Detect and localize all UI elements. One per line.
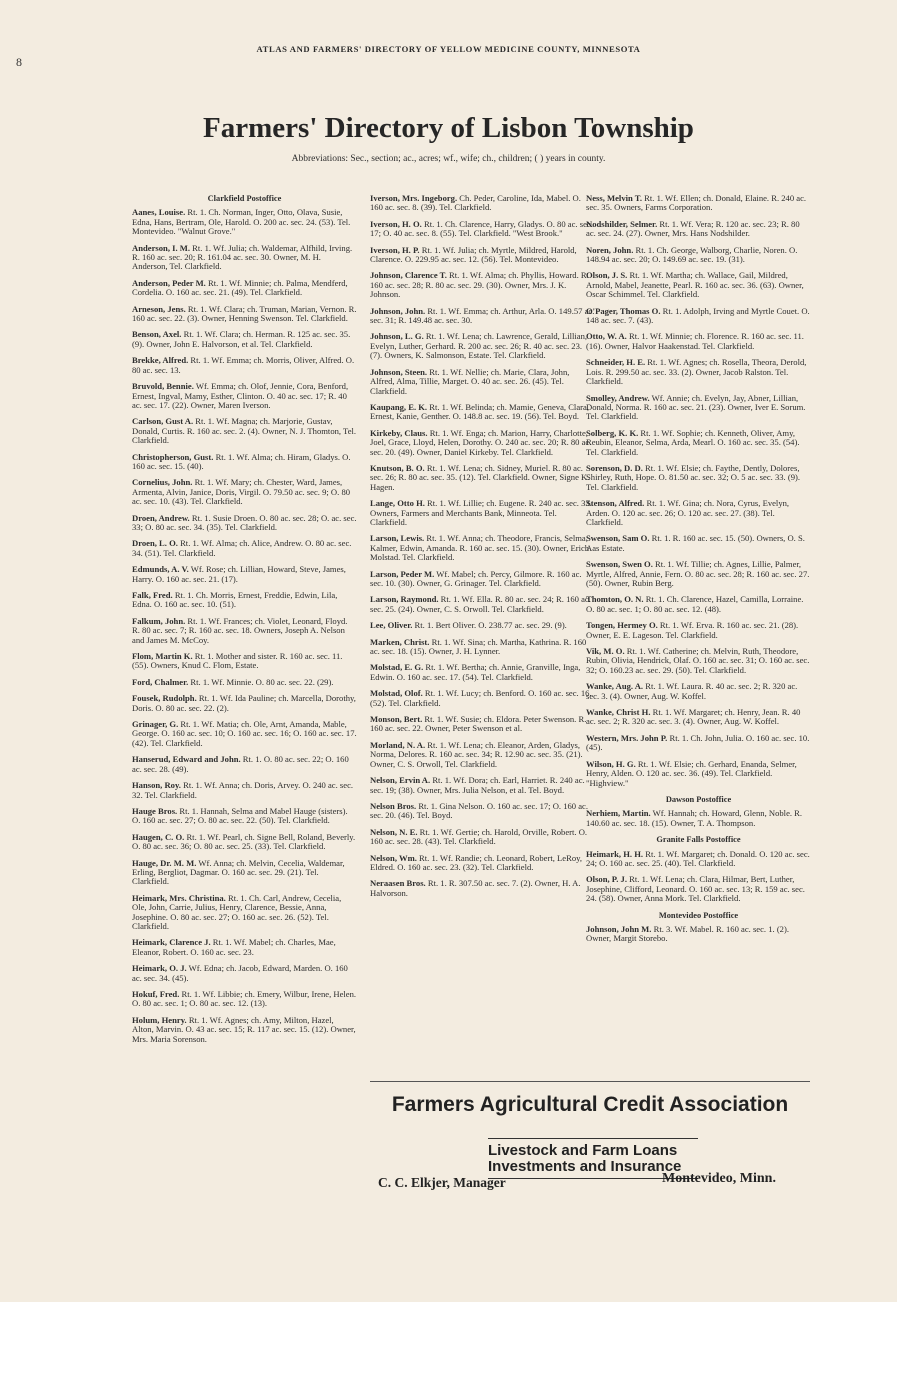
farmer-name: Morland, N. A. — [370, 739, 426, 750]
farmer-details: Rt. 1. Wf. Sina; ch. Martha, Kathrina. R. 160 ac. sec. 18. (15). Owner, J. H. Lynner. — [370, 636, 587, 657]
farmer-details: Wf. Anna; ch. Melvin, Cecelia, Waldemar, Erling, Bergliot, Dagmar. O. 160 ac. sec. 29. (21). Tel. Clarkfield. — [132, 857, 345, 887]
farmer-details: Rt. 1. Wf. Clara; ch. Herman. R. 125 ac. sec. 35. (9). Owner, John E. Halvorson, et al. Tel. Clarkfield. — [132, 329, 351, 349]
farmer-name: Schneider, H. E. — [586, 357, 646, 368]
farmer-name: Otto, W. A. — [586, 331, 627, 342]
farmer-details: Wf. Hannah; ch. Howard, Glenn, Noble. R. 140.60 ac. sec. 18. (15). Owner, T. A. Thompson. — [586, 808, 803, 828]
farmer-details: Rt. 1. Wf. Anna; ch. Doris, Arvey. O. 240 ac. sec. 32. Tel. Clarkfield. — [132, 780, 354, 800]
farmer-name: Vik, M. O. — [586, 646, 625, 657]
directory-entry — [370, 464, 595, 492]
directory-entry — [132, 938, 357, 957]
farmer-name: Grinager, G. — [132, 719, 179, 730]
directory-entry — [586, 246, 811, 265]
farmer-details: Rt. 1. Wf. Minnie; ch. Palma, Mendferd, Cordelia. O. 160 ac. sec. 21. (49). Tel. Clarkfield. — [132, 277, 348, 298]
farmer-name: Larson, Peder M. — [370, 568, 435, 579]
directory-entry — [370, 689, 595, 708]
directory-entry — [586, 682, 811, 701]
farmer-details: Rt. 1. Wf. Catherine; ch. Melvin, Ruth, Theodore, Rubin, Olivia, Hendrick, Olaf. O. 160 ac. sec. 31; O. 160 ac. sec. 32; O. 160.23 ac. sec. 29. (50). Tel. Clarkfield. — [586, 646, 810, 675]
directory-entry — [586, 850, 811, 869]
farmer-name: Olson, J. S. — [586, 270, 628, 281]
farmer-details: Rt. 1. Wf. Nellie; ch. Marie, Clara, John, Alfred, Alma, Tillie, Marget. O. 40 ac. sec. 26. (45). Tel. Clarkfield. — [370, 366, 570, 396]
directory-entry — [132, 694, 357, 713]
farmer-name: Nodshilder, Selmer. — [586, 218, 658, 229]
farmer-name: Lee, Oliver. — [370, 620, 413, 631]
farmer-name: Smolley, Andrew. — [586, 392, 650, 403]
farmer-details: Rt. 1. Wf. Libbie; ch. Emery, Wilbur, Irene, Helen. O. 80 ac. sec. 1; O. 80 ac. sec. 12. (13). — [132, 989, 357, 1009]
farmer-details: Rt. 1. Wf. Gina; ch. Nora, Cyrus, Evelyn, Arden. O. 120 ac. sec. 26; O. 120 ac. sec. 27. (38). Tel. Clarkfield. — [586, 498, 790, 527]
directory-entry — [132, 859, 357, 887]
farmer-name: Carlson, Gust A. — [132, 416, 194, 427]
farmer-name: Larson, Raymond. — [370, 594, 439, 605]
directory-entry — [370, 499, 595, 527]
farmer-details: Rt. 1. Wf. Alma; ch. Hiram, Gladys. O. 160 ac. sec. 15. (40). — [132, 451, 351, 471]
directory-entry — [370, 638, 595, 657]
farmer-name: Swenson, Sam O. — [586, 533, 650, 544]
farmer-details: Rt. 1. Wf. Alma; ch. Alice, Andrew. O. 80 ac. sec. 34. (51). Tel. Clarkfield. — [132, 538, 352, 558]
directory-entry — [370, 403, 595, 422]
farmer-details: Rt. 1. Wf. Margaret; ch. Henry, Jean. R. 40 ac. sec. 2; R. 320 ac. sec. 3. (4). Owner, Aug. W. Koffel. — [586, 707, 801, 727]
farmer-name: Noren, John. — [586, 244, 634, 255]
directory-entry — [586, 621, 811, 640]
abbreviations-note: Abbreviations: Sec., section; ac., acres; wf., wife; ch., children; ( ) years in county. — [291, 154, 606, 164]
directory-entry — [132, 990, 357, 1009]
postoffice-heading: Dawson Postoffice — [665, 794, 732, 804]
directory-column-3 — [586, 194, 811, 951]
farmer-name: Kirkeby, Claus. — [370, 427, 428, 438]
farmer-details: Rt. 1. Wf. Agnes; ch. Rosella, Theora, Derold, Lois. R. 299.50 ac. sec. 33. (2). Owner, Jacob Ralston. Tel. Clarkfield. — [586, 357, 807, 387]
farmer-name: Ness, Melvin T. — [586, 193, 643, 203]
directory-entry — [132, 617, 357, 645]
farmer-details: Rt. 1. Wf. Laura. R. 40 ac. sec. 2; R. 320 ac. sec. 3. (4). Owner, Aug. W. Koffel. — [586, 681, 798, 701]
farmer-details: Rt. 1. R. 160 ac. sec. 15. (50). Owners, O. S. Aas Estate. — [586, 533, 805, 553]
farmer-name: Edmunds, A. V. — [132, 564, 189, 575]
farmer-name: Heimark, Mrs. Christina. — [132, 892, 226, 903]
farmer-details: Rt. 1. Wf. Mary; ch. Chester, Ward, James, Armenta, Alvin, Janice, Doris, Virgil. O. 79.50 ac. sec. 9; O. 80 ac. sec. 10. (43). Tel. Clarkfield. — [132, 477, 351, 507]
farmer-details: Wf. Mabel; ch. Percy, Gilmore. R. 160 ac. sec. 10. (30). Owner, G. Grinager. Tel. Clarkfield. — [370, 568, 582, 588]
directory-entry — [370, 332, 595, 360]
farmer-details: Rt. 1. Ch. John, Julia. O. 160 ac. sec. 10. (45). — [586, 732, 810, 753]
farmer-name: Hauge Bros. — [132, 805, 178, 816]
farmer-name: Fousek, Rudolph. — [132, 693, 197, 704]
directory-entry — [370, 271, 595, 299]
farmer-details: Rt. 1. Wf. Lena; ch. Sidney, Muriel. R. 80 ac. sec. 26; R. 80 ac. sec. 35. (12). Tel. Clarkfield. Owner, Signe K. Hagen. — [370, 462, 590, 492]
farmer-details: Rt. 1. Wf. Randie; ch. Leonard, Robert, LeRoy, Eldred. O. 160 ac. sec. 23. (32). Tel. Clarkfield. — [370, 852, 583, 872]
farmer-details: Rt. 1. Wf. Matia; ch. Ole, Arnt, Amanda, Mable, George. O. 160 ac. sec. 10; O. 160 ac. sec. 16; O. 160 ac. sec. 17. (42). Tel. Clarkfield. — [132, 719, 357, 748]
farmer-details: Rt. 1. Wf. Agnes; ch. Amy, Milton, Hazel, Alton, Marvin. O. 43 ac. sec. 15; R. 117 ac. sec. 15. (12). Owner, Mrs. Maria Sorenson. — [132, 1014, 356, 1044]
directory-entry — [132, 964, 357, 983]
ad-city: Montevideo, Minn. — [662, 1171, 776, 1186]
directory-entry — [370, 776, 595, 795]
directory-entry — [370, 194, 595, 213]
directory-entry — [132, 244, 357, 272]
farmer-details: Rt. 1. Wf. Elsie; ch. Gerhard, Enanda, Selmer, Henry, Alden. O. 120 ac. sec. 36. (49). Tel. Clarkfield. "Highview." — [586, 758, 797, 788]
directory-entry — [132, 208, 357, 236]
farmer-name: Monson, Bert. — [370, 714, 423, 725]
farmer-name: Nelson, N. E. — [370, 826, 418, 837]
directory-entry — [586, 464, 811, 492]
directory-entry — [370, 429, 595, 457]
farmer-name: Heimark, O. J. — [132, 963, 187, 974]
farmer-details: Rt. 1. Wf. Pearl, ch. Signe Bell, Roland, Beverly. O. 80 ac. sec. 36; O. 80 ac. sec. 25. (33). Tel. Clarkfield. — [132, 831, 356, 852]
farmer-details: Rt. 1. Adolph, Irving and Myrtle Couet. O. 148 ac. sec. 7. (43). — [586, 305, 810, 326]
directory-entry — [586, 734, 811, 753]
farmer-name: Wilson, H. G. — [586, 758, 636, 769]
farmer-name: Iverson, H. O. — [370, 218, 422, 229]
farmer-name: Flom, Martin K. — [132, 651, 193, 662]
farmer-details: Rt. 1. Wf. Enga; ch. Marion, Harry, Charlotte, Joel, Grace, Lloyd, Helen, Dorothy. O. 240 ac. sec. 20; R. 80 ac. sec. 20. (49). Owner, Daniel Kirkeby. Tel. Clarkfield. — [370, 427, 592, 457]
directory-entry — [132, 539, 357, 558]
farmer-name: Solberg, K. K. — [586, 427, 639, 438]
directory-entry — [370, 741, 595, 769]
farmer-name: Anderson, Peder M. — [132, 277, 206, 288]
directory-entry — [132, 453, 357, 472]
page-number: 8 — [16, 55, 22, 69]
farmer-name: Droen, Andrew. — [132, 512, 190, 523]
directory-entry — [586, 332, 811, 351]
farmer-name: Hanson, Roy. — [132, 780, 181, 791]
farmer-details: Rt. 1. Mother and sister. R. 160 ac. sec. 11. (55). Owners, Knud C. Flom, Estate. — [132, 651, 343, 671]
directory-column-2 — [370, 194, 595, 905]
farmer-name: Nelson, Wm. — [370, 852, 417, 863]
directory-entry — [370, 570, 595, 589]
directory-entry — [370, 246, 595, 265]
farmer-name: Neraasen Bros. — [370, 878, 426, 889]
directory-entry — [586, 194, 811, 213]
farmer-details: Rt. 1. Wf. Mabel; ch. Charles, Mae, Eleanor, Robert. O. 160 ac. sec. 23. — [132, 937, 336, 957]
ad-divider — [370, 1081, 810, 1082]
directory-entry — [132, 305, 357, 324]
directory-entry — [586, 595, 811, 614]
postoffice-heading: Montevideo Postoffice — [658, 910, 739, 920]
farmer-name: Hauge, Dr. M. M. — [132, 857, 197, 868]
directory-entry — [586, 560, 811, 588]
directory-entry — [132, 356, 357, 375]
directory-entry — [370, 828, 595, 847]
farmer-name: Falk, Fred. — [132, 590, 173, 600]
farmer-name: Larson, Lewis. — [370, 533, 425, 544]
farmer-details: Rt. 1. Wf. Ida Pauline; ch. Marcella, Dorothy, Doris. O. 80 ac. sec. 22. (2). — [132, 693, 356, 713]
farmer-details: Wf. Edna; ch. Jacob, Edward, Marden. O. 160 ac. sec. 34. (45). — [132, 963, 348, 983]
directory-entry — [132, 833, 357, 852]
farmer-details: Wf. Annie; ch. Evelyn, Jay, Abner, Lillian, Donald, Norma. R. 160 ac. sec. 21. (23). Owner, Iver E. Sorum. Tel. Clarkfield. — [586, 392, 806, 422]
directory-entry — [586, 307, 811, 326]
directory-entry — [132, 382, 357, 410]
directory-entry — [132, 1016, 357, 1044]
farmer-name: Molstad, Olof. — [370, 688, 423, 699]
farmer-details: Rt. 1. Wf. Gertie; ch. Harold, Orville, Robert. O. 160 ac. sec. 28. (43). Tel. Clarkfield. — [370, 826, 588, 847]
farmer-name: Anderson, I. M. — [132, 242, 191, 253]
farmer-name: Heimark, Clarence J. — [132, 937, 211, 948]
directory-entry — [132, 565, 357, 584]
farmer-name: Nelson, Ervin A. — [370, 775, 431, 786]
farmer-name: Bruvold, Bennie. — [132, 381, 194, 392]
farmer-details: Rt. 1. R. 307.50 ac. sec. 7. (2). Owner, H. A. Halvorson. — [370, 878, 581, 898]
farmer-name: Johnson, Steen. — [370, 366, 428, 377]
farmer-details: Rt. 1. Bert Oliver. O. 238.77 ac. sec. 29. (9). — [412, 620, 567, 631]
farmer-name: Olson, P. J. — [586, 874, 627, 885]
farmer-details: Rt. 1. Wf. Lena; ch. Clara, Hilmar, Bert, Luther, Josephine, Clifford, Leonard. O. 160 ac. sec. 13; R. 159 ac. sec. 24. (58). Owner, Anna Mork. Tel. Clarkfield. — [586, 874, 805, 904]
farmer-name: Ford, Chalmer. — [132, 676, 189, 687]
farmer-details: Rt. 1. Ch. Morris, Ernest, Freddie, Edwin, Lila, Edna. O. 160 ac. sec. 10. (51). — [132, 590, 338, 610]
farmer-details: Rt. 1. O. 80 ac. sec. 22; O. 160 ac. sec. 28. (49). — [132, 754, 349, 774]
directory-entry — [370, 663, 595, 682]
directory-entry — [370, 715, 595, 734]
directory-entry — [370, 802, 595, 821]
directory-entry — [132, 720, 357, 748]
farmer-details: Rt. 1. Wf. Anna; ch. Theodore, Francis, Selma, Kalmer, Edwin, Amanda. R. 160 ac. sec. 15. (30). Owner, Erich Molstad. Tel. Clarkfield. — [370, 533, 590, 563]
farmer-details: Rt. 1. Wf. Minnie. O. 80 ac. sec. 22. (29). — [188, 676, 334, 687]
farmer-name: O'Pager, Thomas O. — [586, 305, 661, 316]
farmer-name: Iverson, H. P. — [370, 244, 420, 255]
farmer-name: Falkum, John. — [132, 615, 186, 626]
farmer-name: Haugen, C. O. — [132, 831, 185, 842]
farmer-details: Wf. Rose; ch. Lillian, Howard, Steve, James, Harry. O. 160 ac. sec. 21. (17). — [132, 564, 346, 584]
farmer-details: Rt. 1. Wf. Minnie; ch. Florence. R. 160 ac. sec. 11. (16). Owner, Halvor Haakenstad. Tel. Clarkfield. — [586, 331, 804, 351]
directory-entry — [132, 678, 357, 687]
directory-entry — [370, 879, 595, 898]
directory-entry — [132, 279, 357, 298]
directory-entry — [132, 781, 357, 800]
farmer-details: Rt. 1. Ch. Carl, Andrew, Cecelia, Ole, John, Carrie, Julius, Henry, Clarence, Bessie, Anna, Josephine. O. 80 ac. sec. 27; O. 160 ac. sec. 26. (52). Tel. Clarkfield. — [132, 892, 342, 931]
farmer-details: Rt. 1. Wf. Bertha; ch. Annie, Granville, Inga, Edwin. O. 160 ac. sec. 17. (54). Tel. Clarkfield. — [370, 662, 581, 682]
farmer-name: Brekke, Alfred. — [132, 355, 189, 366]
farmer-name: Benson, Axel. — [132, 329, 182, 340]
farmer-name: Molstad, E. G. — [370, 662, 424, 673]
farmer-details: Rt. 1. Wf. Margaret; ch. Donald. O. 120 ac. sec. 24; O. 160 ac. sec. 25. (40). Tel. Clarkfield. — [586, 848, 810, 868]
directory-entry — [586, 358, 811, 386]
farmer-details: Rt. 1. Wf. Julia; ch. Waldemar, Alfhild, Irving. R. 160 ac. sec. 20; R. 161.04 ac. sec. 30. Owner, M. H. Anderson, Tel. Clarkfield. — [132, 242, 353, 272]
directory-column-1 — [132, 194, 357, 1051]
farmer-name: Droen, L. O. — [132, 538, 178, 549]
farmer-details: Wf. Emma; ch. Olof, Jennie, Cora, Benford, Ernest, Ingval, Mamy, Esther, Clinton. O. 40 ac. sec. 17; R. 40 ac. sec. 17. (22). Owner, Maren Iverson. — [132, 381, 349, 410]
directory-entry — [586, 875, 811, 903]
farmer-details: Rt. 1. Wf. Elsie; ch. Faythe, Dently, Dolores, Shirley, Ruth, Hope. O. 81.50 ac. sec. 32; O. 5 ac. sec. 33. (9). Tel. Clarkfield. — [586, 462, 800, 492]
farmer-name: Cornelius, John. — [132, 477, 193, 488]
directory-entry — [370, 220, 595, 239]
farmer-name: Heimark, H. H. — [586, 848, 644, 859]
farmer-name: Tongen, Hermey O. — [586, 620, 658, 631]
farmer-details: Rt. 1. Ch. Clarence, Harry, Gladys. O. 80 ac. sec. 17; O. 40 ac. sec. 8. (55). Tel. Clarkfield. "West Brook." — [370, 218, 593, 239]
farmer-name: Iverson, Mrs. Ingeborg. — [370, 193, 458, 203]
directory-entry — [586, 534, 811, 553]
farmer-name: Johnson, Clarence T. — [370, 270, 447, 281]
running-header: ATLAS AND FARMERS' DIRECTORY OF YELLOW MEDICINE COUNTY, MINNESOTA — [256, 44, 641, 54]
page-title: Farmers' Directory of Lisbon Township — [203, 112, 694, 144]
farmer-details: Rt. 1. Hannah, Selma and Mabel Hauge (sisters). O. 160 ac. sec. 27; O. 80 ac. sec. 22. (50). Tel. Clarkfield. — [132, 805, 348, 826]
farmer-details: Rt. 1. Wf. Sophie; ch. Kenneth, Oliver, Amy, Reubin, Eleanor, Selma, Arda, Mearl. O. 160 ac. sec. 35. (54). Tel. Clarkfield. — [586, 427, 800, 457]
farmer-details: Rt. 1. Wf. Lena; ch. Lawrence, Gerald, Lillian, Evelyn, Luther, Gerhard. R. 200 ac. sec. 26; R. 40 ac. sec. 23. (7). Owners, K. Salmonson, Estate. Tel. Clarkfield. — [370, 331, 588, 361]
farmer-name: Aanes, Louise. — [132, 207, 186, 218]
farmer-name: Lange, Otto H. — [370, 498, 425, 509]
directory-entry — [586, 394, 811, 422]
farmer-name: Hanserud, Edward and John. — [132, 754, 241, 765]
farmer-name: Wanke, Christ H. — [586, 707, 651, 718]
farmer-name: Wanke, Aug. A. — [586, 681, 644, 692]
farmer-name: Stenson, Alfred. — [586, 498, 645, 509]
farmer-name: Hokuf, Fred. — [132, 989, 180, 999]
farmer-name: Knutson, B. O. — [370, 462, 425, 473]
farmer-details: Rt. 1. Wf. Julia; ch. Myrtle, Mildred, Harold, Clarence. O. 229.95 ac. sec. 12. (56). Tel. Montevideo. — [370, 244, 577, 265]
ad-title: Farmers Agricultural Credit Association — [391, 1093, 789, 1116]
directory-entry — [586, 499, 811, 527]
directory-entry — [586, 708, 811, 727]
directory-entry — [132, 417, 357, 445]
postoffice-heading: Granite Falls Postoffice — [656, 835, 741, 845]
farmer-details: Rt. 1. Wf. Susie; ch. Eldora. Peter Swenson. R. 160 ac. sec. 22. Owner, Peter Swenson et al. — [370, 714, 587, 734]
farmer-details: Rt. 1. Ch. Norman, Inger, Otto, Olava, Susie, Edna, Hans, Bertram, Ole, Harold. O. 200 ac. sec. 24. (53). Tel. Montevideo. "Walnut Grove." — [132, 207, 351, 237]
directory-entry — [132, 591, 357, 610]
farmer-details: Rt. 1. Wf. Clara; ch. Truman, Marian, Vernon. R. 160 ac. sec. 22. (3). Owner, Henning Swenson. Tel. Clarkfield. — [132, 303, 357, 324]
farmer-details: Ch. Peder, Caroline, Ida, Mabel. O. 160 ac. sec. 8. (39). Tel. Clarkfield. — [370, 193, 581, 213]
farmer-name: Johnson, John. — [370, 305, 426, 316]
directory-entry — [370, 534, 595, 562]
farmer-details: Rt. 1. Ch. George, Walborg, Charlie, Noren. O. 148.94 ac. sec. 20; O. 149.69 ac. sec. 19. (31). — [586, 244, 798, 265]
directory-entry — [370, 854, 595, 873]
directory-entry — [370, 621, 595, 630]
stock-watermark-strip — [0, 1302, 897, 1390]
farmer-details: Rt. 1. Wf. Emma; ch. Arthur, Arla. O. 149.57 ac. sec. 31; R. 149.48 ac. sec. 30. — [370, 305, 595, 326]
farmer-details: Rt. 1. Wf. Lena; ch. Eleanor, Arden, Gladys, Norma, Delores. R. 160 ac. sec. 34; R. 12.90 ac. sec. 35. (21). Owner, C. S. Orwoll, Tel. Clarkfield. — [370, 739, 583, 769]
farmer-name: Sorenson, D. D. — [586, 462, 643, 473]
farmer-details: Rt. 1. Wf. Alma; ch. Phyllis, Howard. R. 160 ac. sec. 28; R. 80 ac. sec. 29. (30). Owner, Mrs. J. K. Johnson. — [370, 270, 589, 300]
farmer-details: Rt. 1. Gina Nelson. O. 160 ac. sec. 17; O. 160 ac. sec. 20. (46). Tel. Boyd. — [370, 800, 589, 821]
directory-entry — [586, 429, 811, 457]
farmer-name: Kaupang, E. K. — [370, 401, 428, 412]
farmer-details: Rt. 1. Wf. Magna; ch. Marjorie, Gustav, Donald, Curtis. R. 160 ac. sec. 2. (4). Owner, N. J. Thomton, Tel. Clarkfield. — [132, 416, 357, 446]
directory-entry — [586, 220, 811, 239]
postoffice-heading: Clarkfield Postoffice — [207, 194, 282, 203]
directory-entry — [132, 894, 357, 932]
ad-line-investments: Investments and Insurance — [488, 1158, 698, 1179]
farmer-name: Johnson, L. G. — [370, 331, 424, 342]
farmer-details: Rt. 1. Wf. Lillie; ch. Eugene. R. 240 ac. sec. 33. Owners, Farmers and Merchants Bank, Minneota. Tel. Clarkfield. — [370, 498, 592, 527]
farmer-details: Rt. 1. Susie Droen. O. 80 ac. sec. 28; O. ac. sec. 33; O. 80 ac. sec. 34. (35). Tel. Clarkfield. — [132, 512, 357, 532]
directory-entry — [586, 925, 811, 944]
farmer-details: Rt. 1. Wf. Lucy; ch. Benford. O. 160 ac. sec. 16. (52). Tel. Clarkfield. — [370, 688, 592, 708]
farmer-details: Rt. 1. Wf. Dora; ch. Earl, Harriet. R. 240 ac. sec. 19; (38). Owner, Mrs. Julia Nelson, et al. Tel. Boyd. — [370, 775, 585, 795]
farmer-details: Rt. 1. Wf. Ella. R. 80 ac. sec. 24; R. 160 ac. sec. 25. (24). Owner, C. S. Orwoll. Tel. Clarkfield. — [370, 594, 591, 614]
farmer-name: Marken, Christ. — [370, 636, 430, 647]
farmer-name: Holum, Henry. — [132, 1014, 187, 1025]
directory-entry — [132, 514, 357, 533]
directory-entry — [370, 595, 595, 614]
farmer-name: Christopherson, Gust. — [132, 451, 214, 462]
farmer-name: Nerhiem, Martin. — [586, 808, 651, 819]
ad-manager: C. C. Elkjer, Manager — [378, 1175, 506, 1190]
directory-entry — [586, 647, 811, 675]
farmer-details: Rt. 1. Wf. Vera; R. 120 ac. sec. 23; R. 80 ac. sec. 24. (27). Owner, Mrs. Hans Nodshilder. — [586, 218, 800, 239]
farmer-details: Rt. 1. Ch. Clarence, Hazel, Camilla, Lorraine. O. 80 ac. sec. 1; O. 80 ac. sec. 12. (48). — [586, 594, 804, 614]
farmer-details: Rt. 1. Wf. Frances; ch. Violet, Leonard, Floyd. R. 80 ac. sec. 7; R. 160 ac. sec. 18. Owners, Joseph A. Nelson and James M. McCoy. — [132, 615, 348, 645]
directory-entry — [586, 760, 811, 788]
directory-entry — [132, 330, 357, 349]
ad-line-loans: Livestock and Farm Loans — [488, 1138, 698, 1159]
farmer-details: Rt. 1. Wf. Belinda; ch. Mamie, Geneva, Clara, Ernest, Kanie, Genther. O. 148.8 ac. sec. 19. (56). Tel. Boyd. — [370, 401, 589, 422]
farmer-name: Johnson, John M. — [586, 923, 652, 934]
farmer-details: Rt. 1. Wf. Martha; ch. Wallace, Gail, Mildred, Arnold, Mabel, Jeanette, Pearl. R. 160 ac. sec. 36. (63). Owner, Oscar Schimmel. Tel. Clarkfield. — [586, 270, 804, 300]
directory-entry — [132, 755, 357, 774]
directory-entry — [586, 271, 811, 299]
directory-entry — [132, 652, 357, 671]
directory-entry — [370, 307, 595, 326]
farmer-name: Arneson, Jens. — [132, 303, 186, 314]
farmer-details: Rt. 3. Wf. Mabel. R. 160 ac. sec. 1. (2). Owner, Margit Storebo. — [586, 923, 789, 944]
directory-entry — [586, 809, 811, 828]
farmer-details: Rt. 1. Wf. Emma; ch. Morris, Oliver, Alfred. O. 80 ac. sec. 13. — [132, 355, 355, 375]
farmer-details: Rt. 1. Wf. Tillie; ch. Agnes, Lillie, Palmer, Myrtle, Alfred, Annie, Fern. O. 80 ac. sec. 28; R. 160 ac. sec. 27. (50). Owner, Rubin Berg. — [586, 559, 810, 588]
farmer-name: Swenson, Swen O. — [586, 559, 653, 570]
directory-entry — [370, 368, 595, 396]
farmer-name: Nelson Bros. — [370, 800, 417, 811]
directory-entry — [132, 478, 357, 506]
farmer-name: Thomton, O. N. — [586, 594, 644, 605]
farmer-details: Rt. 1. Wf. Erva. R. 160 ac. sec. 21. (28). Owner, E. E. Lageson. Tel. Clarkfield. — [586, 620, 799, 640]
farmer-details: Rt. 1. Wf. Ellen; ch. Donald, Elaine. R. 240 ac. sec. 35. Owners, Farms Corporation. — [586, 193, 807, 213]
directory-entry — [132, 807, 357, 826]
farmer-name: Western, Mrs. John P. — [586, 732, 668, 743]
